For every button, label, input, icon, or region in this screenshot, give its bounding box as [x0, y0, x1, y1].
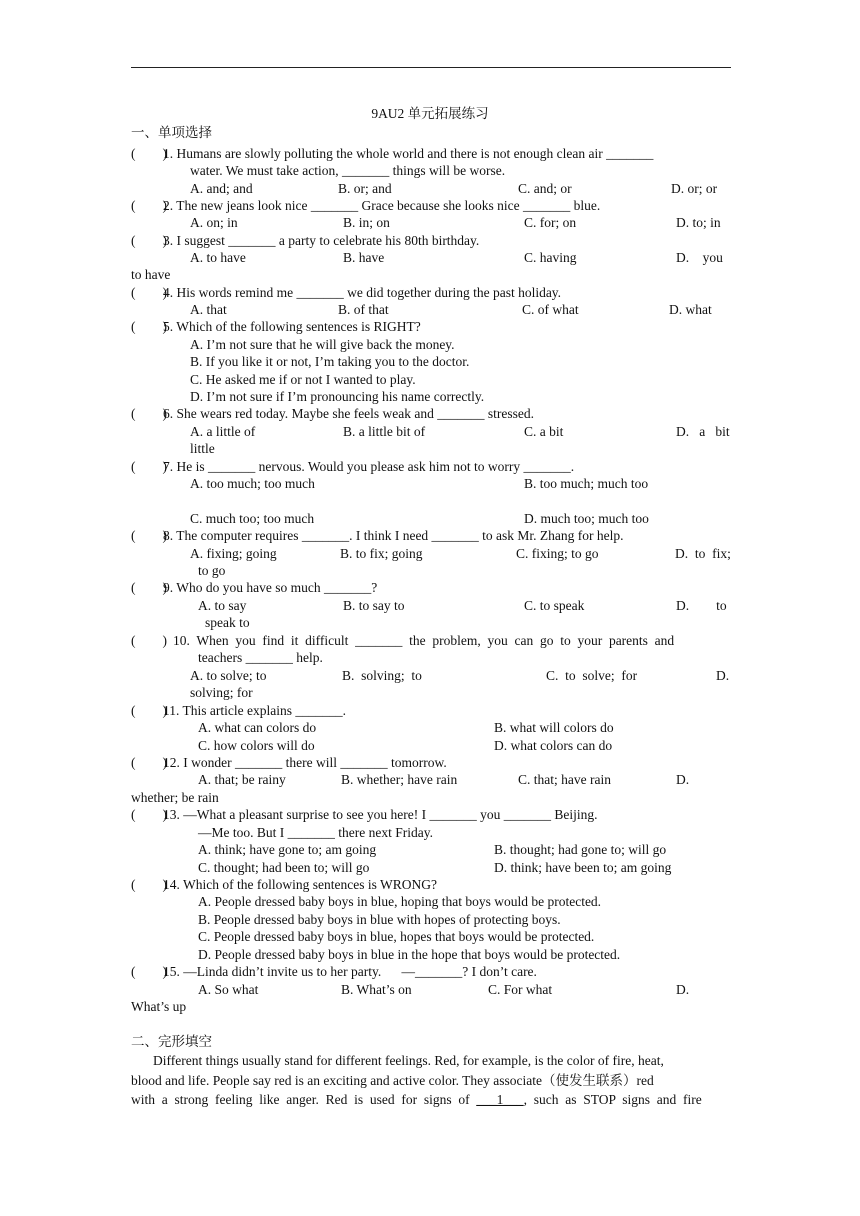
- answer-paren: ( ): [131, 459, 167, 474]
- question-stem: 8. The computer requires _______. I think I need _______ to ask Mr. Zhang for help.: [163, 528, 624, 543]
- option-d-wrap: whether; be rain: [131, 790, 219, 805]
- option-d: D. to; in: [676, 215, 721, 230]
- option-d-wrap: speak to: [205, 615, 250, 630]
- option-a: A. that; be rainy: [198, 772, 286, 787]
- option-b: B. or; and: [338, 181, 392, 196]
- option-c: C. that; have rain: [518, 772, 611, 787]
- option-a: A. to solve; to: [190, 668, 267, 683]
- answer-paren: ( ): [131, 964, 167, 979]
- question-8: [131, 527, 624, 544]
- option-d: D. I’m not sure if I’m pronouncing his name correctly.: [190, 389, 485, 404]
- passage-text: , such as STOP signs and fire: [523, 1092, 702, 1107]
- option-b: B. whether; have rain: [341, 772, 458, 787]
- answer-paren: ( ): [131, 233, 167, 248]
- answer-paren: ( ): [131, 319, 167, 334]
- question-stem: 2. The new jeans look nice _______ Grace because she looks nice _______ blue.: [163, 198, 601, 213]
- answer-paren: ( ): [131, 528, 167, 543]
- question-stem: 12. I wonder _______ there will _______ tomorrow.: [163, 755, 447, 770]
- answer-paren: ( ): [131, 198, 167, 213]
- answer-paren: ( ): [131, 146, 167, 161]
- option-a: A. on; in: [190, 215, 238, 230]
- option-d: D. to: [676, 598, 727, 613]
- question-stem: 4. His words remind me _______ we did together during the past holiday.: [163, 285, 562, 300]
- header-rule: [131, 67, 731, 68]
- option-c: C. of what: [522, 302, 579, 317]
- option-b: B. too much; much too: [524, 476, 649, 491]
- option-c: C. much too; too much: [190, 511, 315, 526]
- section-heading-choice: 一、单项选择: [131, 125, 212, 140]
- question-stem: 9. Who do you have so much _______?: [163, 580, 378, 595]
- option-a: A. what can colors do: [198, 720, 317, 735]
- option-a: A. to have: [190, 250, 246, 265]
- option-b: B. thought; had gone to; will go: [494, 842, 667, 857]
- question-continuation: water. We must take action, _______ things will be worse.: [190, 163, 506, 178]
- question-stem: 7. He is _______ nervous. Would you please ask him not to worry _______.: [163, 459, 575, 474]
- option-d: D. much too; much too: [524, 511, 649, 526]
- question-13: [131, 806, 598, 823]
- question-stem: 10. When you find it difficult _______ the problem, you can go to your parents and: [173, 633, 675, 648]
- cloze-blank-1: ___1___: [476, 1092, 524, 1107]
- option-d-wrap: little: [190, 441, 215, 456]
- option-d-wrap: solving; for: [190, 685, 253, 700]
- option-d-wrap: to go: [198, 563, 226, 578]
- option-b: B. in; on: [343, 215, 390, 230]
- question-4: [131, 284, 561, 301]
- question-stem: 5. Which of the following sentences is RIGHT?: [163, 319, 421, 334]
- question-stem: 13. —What a pleasant surprise to see you here! I _______ you _______ Beijing.: [163, 807, 598, 822]
- option-d: D. you: [676, 250, 723, 265]
- question-11: [131, 702, 346, 719]
- option-c: C. He asked me if or not I wanted to play.: [190, 372, 416, 387]
- question-stem: 14. Which of the following sentences is WRONG?: [163, 877, 437, 892]
- option-d: D. what: [669, 302, 712, 317]
- option-b: B. to fix; going: [340, 546, 423, 561]
- option-a: A. So what: [198, 982, 259, 997]
- question-2: [131, 197, 600, 214]
- option-c: C. People dressed baby boys in blue, hopes that boys would be protected.: [198, 929, 595, 944]
- option-c: C. having: [524, 250, 577, 265]
- question-stem: 6. She wears red today. Maybe she feels weak and _______ stressed.: [163, 406, 535, 421]
- question-7: [131, 458, 574, 475]
- option-c: C. for; on: [524, 215, 577, 230]
- question-stem: 3. I suggest _______ a party to celebrate his 80th birthday.: [163, 233, 480, 248]
- option-d: D. to fix;: [675, 546, 731, 561]
- option-b: B. People dressed baby boys in blue with hopes of protecting boys.: [198, 912, 561, 927]
- option-d: D. a bit: [676, 424, 730, 439]
- section-heading-cloze: 二、完形填空: [131, 1034, 212, 1049]
- option-c: C. thought; had been to; will go: [198, 860, 370, 875]
- option-b: B. what will colors do: [494, 720, 614, 735]
- answer-paren: ( ): [131, 406, 167, 421]
- question-1: [131, 145, 653, 162]
- option-d: D.: [676, 982, 690, 997]
- option-c: C. a bit: [524, 424, 564, 439]
- option-d: D. what colors can do: [494, 738, 613, 753]
- option-a: A. to say: [198, 598, 247, 613]
- option-d-wrap: to have: [131, 267, 171, 282]
- option-c: C. For what: [488, 982, 553, 997]
- option-b: B. If you like it or not, I’m taking you to the doctor.: [190, 354, 470, 369]
- option-d: D.: [716, 668, 730, 683]
- option-a: A. and; and: [190, 181, 253, 196]
- question-continuation: —Me too. But I _______ there next Friday.: [198, 825, 433, 840]
- passage-line: blood and life. People say red is an exciting and active color. They associate（使发生联系）red: [131, 1073, 654, 1088]
- option-d: D. think; have been to; am going: [494, 860, 672, 875]
- option-a: A. that: [190, 302, 227, 317]
- option-d: D.: [676, 772, 690, 787]
- question-12: [131, 754, 447, 771]
- passage-text: with a strong feeling like anger. Red is used for signs of: [131, 1092, 477, 1107]
- question-stem: 11. This article explains _______.: [163, 703, 346, 718]
- option-b: B. of that: [338, 302, 389, 317]
- answer-paren: ( ): [131, 755, 167, 770]
- option-d: D. or; or: [671, 181, 718, 196]
- option-c: C. fixing; to go: [516, 546, 599, 561]
- option-a: A. I’m not sure that he will give back the money.: [190, 337, 455, 352]
- answer-paren: ( ): [131, 633, 167, 648]
- option-a: A. think; have gone to; am going: [198, 842, 377, 857]
- question-5: [131, 318, 421, 335]
- answer-paren: ( ): [131, 285, 167, 300]
- passage-line: [131, 1091, 731, 1108]
- passage-line: Different things usually stand for different feelings. Red, for example, is the color of fire, heat,: [153, 1053, 664, 1068]
- option-b: B. have: [343, 250, 385, 265]
- option-c: C. to speak: [524, 598, 585, 613]
- option-c: C. and; or: [518, 181, 572, 196]
- question-10: [131, 632, 674, 649]
- option-c: C. to solve; for: [546, 668, 638, 683]
- option-b: B. a little bit of: [343, 424, 426, 439]
- answer-paren: ( ): [131, 703, 167, 718]
- question-14: [131, 876, 437, 893]
- option-a: A. too much; too much: [190, 476, 315, 491]
- option-d: D. People dressed baby boys in blue in the hope that boys would be protected.: [198, 947, 621, 962]
- option-a: A. fixing; going: [190, 546, 277, 561]
- question-3: [131, 232, 479, 249]
- option-a: A. People dressed baby boys in blue, hoping that boys would be protected.: [198, 894, 602, 909]
- answer-paren: ( ): [131, 807, 167, 822]
- option-d-wrap: What’s up: [131, 999, 187, 1014]
- answer-paren: ( ): [131, 580, 167, 595]
- question-stem: 15. —Linda didn’t invite us to her party. —_______? I don’t care.: [163, 964, 537, 979]
- question-15: [131, 963, 537, 980]
- question-9: [131, 579, 377, 596]
- document-title: 9AU2 单元拓展练习: [371, 106, 489, 121]
- option-b: B. What’s on: [341, 982, 412, 997]
- question-continuation: teachers _______ help.: [198, 650, 323, 665]
- question-6: [131, 405, 534, 422]
- option-b: B. to say to: [343, 598, 405, 613]
- option-c: C. how colors will do: [198, 738, 315, 753]
- option-a: A. a little of: [190, 424, 256, 439]
- option-b: B. solving; to: [342, 668, 422, 683]
- answer-paren: ( ): [131, 877, 167, 892]
- question-stem: 1. Humans are slowly polluting the whole world and there is not enough clean air _______: [163, 146, 654, 161]
